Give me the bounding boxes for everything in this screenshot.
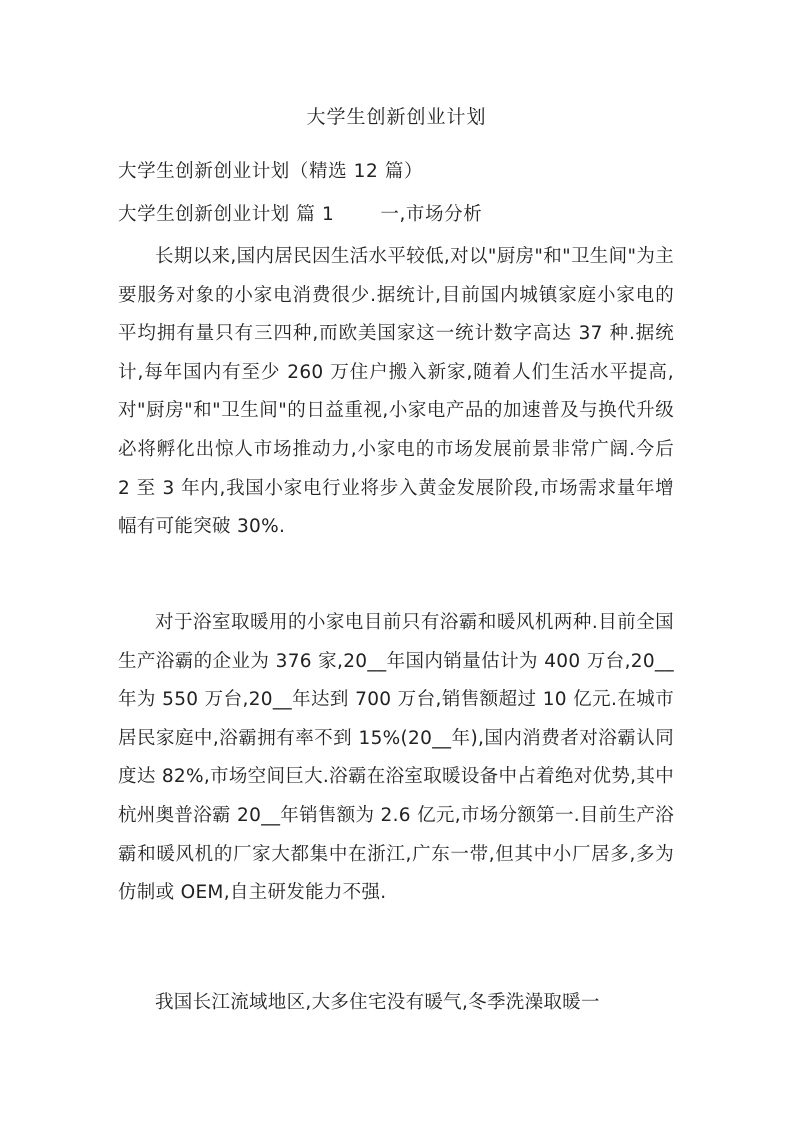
section-heading-label: 大学生创新创业计划 篇 1 [118, 204, 335, 225]
section-heading-topic: 一,市场分析 [380, 204, 483, 225]
paragraph-market-overview: 长期以来,国内居民因生活水平较低,对以"厨房"和"卫生间"为主要服务对象的小家电消费很少.据统计,目前国内城镇家庭小家电的平均拥有量只有三四种,而欧美国家这一统计数字高达 37 种.据统计,每年国内有至少 260 万住户搬入新家,随着人们生活水平提高,对"厨房"和"卫生间"的日益重视,小家电产品的加速普及与换代升级必将孵化出惊人市场推动力,小家电的市场发展前景非常广阔.今后 2 至 3 年内,我国小家电行业将步入黄金发展阶段,市场需求量年增幅有可能突破 30%. [118, 246, 674, 538]
document-subtitle: 大学生创新创业计划（精选 12 篇） [118, 161, 424, 182]
paragraph-bath-heater-market: 对于浴室取暖用的小家电目前只有浴霸和暖风机两种.目前全国生产浴霸的企业为 376 家,20__年国内销量估计为 400 万台,20__年为 550 万台,20__年达到 700 万台,销售额超过 10 亿元.在城市居民家庭中,浴霸拥有率不到 15%(20__年),国内消费者对浴霸认同度达 82%,市场空间巨大.浴霸在浴室取暖设备中占着绝对优势,其中杭州奥普浴霸 20__年销售额为 2.6 亿元,市场分额第一.目前生产浴霸和暖风机的厂家大都集中在浙江,广东一带,但其中小厂居多,多为仿制或 OEM,自主研发能力不强. [118, 612, 674, 904]
document-title: 大学生创新创业计划 [306, 106, 487, 128]
paragraph-yangtze-region: 我国长江流域地区,大多住宅没有暖气,冬季洗澡取暖一 [155, 992, 600, 1013]
section-heading [118, 202, 482, 228]
